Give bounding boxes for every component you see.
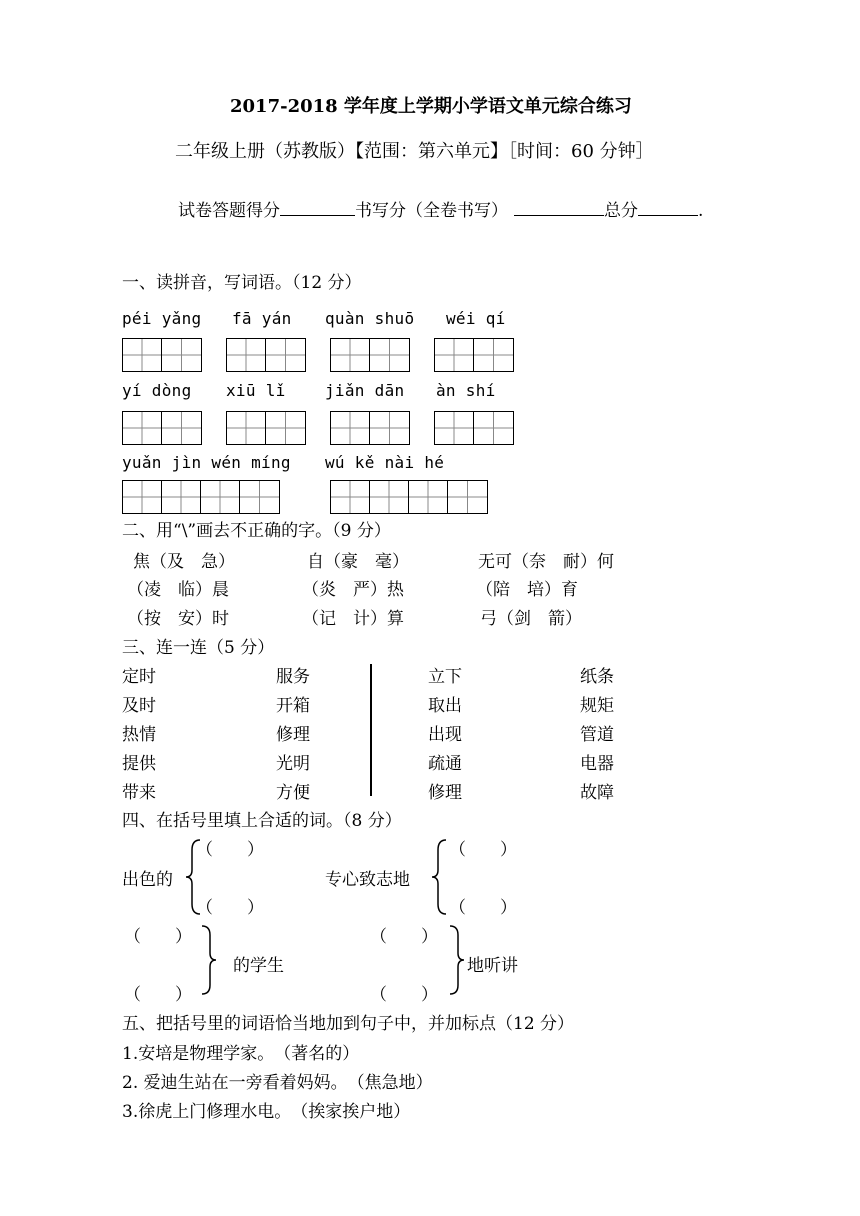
choice-item: （按 安）时 [127, 609, 229, 629]
choice-item: （记 计）算 [302, 609, 404, 629]
match-word[interactable]: 提供 [122, 754, 156, 774]
writing-grid[interactable] [226, 338, 306, 372]
match-word[interactable]: 光明 [276, 754, 310, 774]
match-word[interactable]: 服务 [276, 667, 310, 687]
choice-item: 弓（剑 箭） [480, 609, 582, 629]
pinyin: yí dòng [122, 381, 192, 400]
page-title: 2017-2018 学年度上学期小学语文单元综合练习 [230, 96, 632, 117]
paren-blank[interactable]: （ ） [196, 840, 264, 860]
match-word[interactable]: 开箱 [276, 696, 310, 716]
sentence-item: 3.徐虎上门修理水电。 （挨家挨户地） [122, 1102, 411, 1122]
sentence-item: 2. 爱迪生站在一旁看着妈妈。 （焦急地） [122, 1073, 433, 1093]
left-brace-icon [430, 838, 448, 916]
paren-blank[interactable]: （ ） [449, 898, 517, 918]
pinyin: wú kě nài hé [325, 453, 445, 472]
match-word[interactable]: 故障 [580, 783, 614, 803]
match-word[interactable]: 管道 [580, 725, 614, 745]
match-word[interactable]: 及时 [122, 696, 156, 716]
paren-blank[interactable]: （ ） [196, 898, 264, 918]
writing-grid[interactable] [330, 480, 488, 514]
match-word[interactable]: 取出 [428, 696, 462, 716]
divider-line [370, 664, 372, 796]
section4-heading: 四、在括号里填上合适的词。（8 分） [122, 811, 402, 831]
score-total-blank[interactable] [638, 197, 698, 216]
match-word[interactable]: 疏通 [428, 754, 462, 774]
match-word[interactable]: 热情 [122, 725, 156, 745]
section5-heading: 五、把括号里的词语恰当地加到句子中，并加标点（12 分） [122, 1014, 575, 1034]
writing-grid[interactable] [330, 411, 410, 445]
writing-grid[interactable] [122, 411, 202, 445]
page-subtitle: 二年级上册（苏教版）【范围：第六单元】［时间：60 分钟］ [175, 141, 654, 162]
match-word[interactable]: 立下 [428, 667, 462, 687]
pinyin: àn shí [436, 381, 496, 400]
right-brace-icon [200, 924, 218, 996]
match-word[interactable]: 定时 [122, 667, 156, 687]
choice-item: （凌 临）晨 [127, 580, 229, 600]
phrase-word: 出色的 [122, 870, 173, 890]
score-answer-blank[interactable] [280, 197, 355, 216]
writing-grid[interactable] [122, 480, 280, 514]
score-end: . [698, 201, 704, 221]
phrase-word: 专心致志地 [325, 870, 410, 890]
match-word[interactable]: 带来 [122, 783, 156, 803]
score-line [178, 196, 703, 221]
writing-grid[interactable] [434, 338, 514, 372]
sentence-item: 1.安培是物理学家。 （著名的） [122, 1044, 360, 1064]
match-word[interactable]: 纸条 [580, 667, 614, 687]
choice-item: 自（豪 毫） [307, 552, 409, 572]
pinyin: jiǎn dān [325, 381, 405, 400]
score-answer-label: 试卷答题得分 [178, 201, 280, 221]
paren-blank[interactable]: （ ） [370, 985, 438, 1005]
match-word[interactable]: 规矩 [580, 696, 614, 716]
paren-blank[interactable]: （ ） [370, 927, 438, 947]
pinyin: fā yán [232, 309, 292, 328]
choice-item: 焦（及 急） [133, 552, 235, 572]
writing-grid[interactable] [434, 411, 514, 445]
writing-grid[interactable] [330, 338, 410, 372]
score-writing-label: 书写分（全卷书写） [355, 201, 508, 221]
choice-item: （炎 严）热 [302, 580, 404, 600]
pinyin: péi yǎng [122, 309, 202, 328]
match-word[interactable]: 修理 [428, 783, 462, 803]
pinyin: yuǎn jìn wén míng [122, 453, 291, 472]
section1-heading: 一、读拼音，写词语。（12 分） [122, 273, 362, 293]
match-word[interactable]: 电器 [580, 754, 614, 774]
right-brace-icon [448, 924, 466, 996]
phrase-word: 地听讲 [467, 956, 518, 976]
pinyin: quàn shuō [325, 309, 415, 328]
match-word[interactable]: 修理 [276, 725, 310, 745]
pinyin: wéi qí [446, 309, 506, 328]
match-word[interactable]: 出现 [428, 725, 462, 745]
choice-item: （陪 培）育 [476, 580, 578, 600]
writing-grid[interactable] [122, 338, 202, 372]
section2-heading: 二、用“\”画去不正确的字。（9 分） [122, 521, 391, 541]
paren-blank[interactable]: （ ） [449, 840, 517, 860]
choice-item: 无可（奈 耐）何 [478, 552, 614, 572]
score-writing-blank[interactable] [514, 197, 604, 216]
section3-heading: 三、连一连（5 分） [122, 638, 275, 658]
score-total-label: 总分 [604, 201, 638, 221]
writing-grid[interactable] [226, 411, 306, 445]
match-word[interactable]: 方便 [276, 783, 310, 803]
pinyin: xiū lǐ [226, 381, 286, 400]
paren-blank[interactable]: （ ） [124, 985, 192, 1005]
phrase-word: 的学生 [233, 956, 284, 976]
paren-blank[interactable]: （ ） [124, 927, 192, 947]
